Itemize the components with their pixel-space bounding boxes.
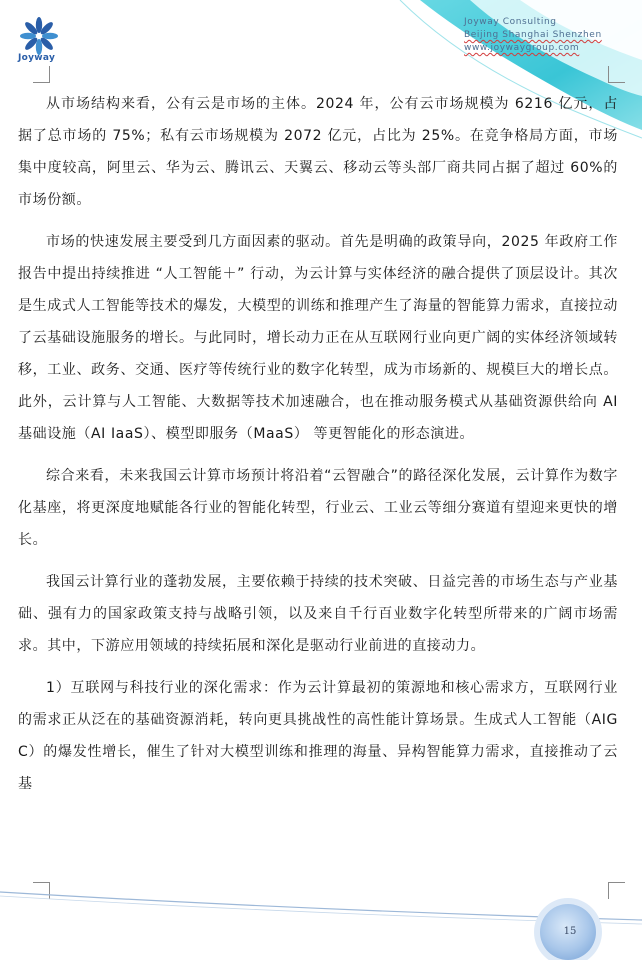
footer-decoration xyxy=(0,870,642,960)
paragraph-internet-demand: 1）互联网与科技行业的深化需求：作为云计算最初的策源地和核心需求方，互联网行业的需求正从泛在的基础资源消耗，转向更具挑战性的高性能计算场景。生成式人工智能（AIGC）的爆发性增长，催生了针对大模型训练和推理的海量、异构智能算力需求，直接推动了云基 xyxy=(18,680,618,792)
paragraph-development-factors: 我国云计算行业的蓬勃发展，主要依赖于持续的技术突破、日益完善的市场生态与产业基础、强有力的国家政策支持与战略引领，以及来自千行百业数字化转型所带来的广阔市场需求。其中，下游应用领域的持续拓展和深化是驱动行业前进的直接动力。 xyxy=(18,574,618,654)
company-info xyxy=(464,16,602,55)
company-name: Joyway Consulting xyxy=(464,17,557,27)
paragraph-market-drivers: 市场的快速发展主要受到几方面因素的驱动。首先是明确的政策导向，2025 年政府工作报告中提出持续推进 “人工智能＋” 行动，为云计算与实体经济的融合提供了顶层设计。其次是生成式人工智能等技术的爆发，大模型的训练和推理产生了海量的智能算力需求，直接拉动了云基础设施服务的增长。与此同时，增长动力正在从互联网行业向更广阔的实体经济领域转移，工业、政务、交通、医疗等传统行业的数字化转型，成为市场新的、规模巨大的增长点。此外，云计算与人工智能、大数据等技术加速融合，也在推动服务模式从基础资源供给向 AI 基础设施（AI IaaS）、模型即服务（MaaS） 等更智能化的形态演进。 xyxy=(18,234,618,442)
logo-text: Joyway xyxy=(18,53,56,63)
paragraph-outlook: 综合来看，未来我国云计算市场预计将沿着“云智融合”的路径深化发展，云计算作为数字化基座，将更深度地赋能各行业的智能化转型，行业云、工业云等细分赛道有望迎来更快的增长。 xyxy=(18,468,618,548)
company-website: www.joywaygroup.com xyxy=(464,43,580,53)
crop-mark-top-left xyxy=(33,66,50,83)
crop-mark-top-right xyxy=(608,66,625,83)
paragraph-market-structure: 从市场结构来看，公有云是市场的主体。2024 年，公有云市场规模为 6216 亿元，占据了总市场的 75%；私有云市场规模为 2072 亿元，占比为 25%。在竞争格局方面，市场集中度较高，阿里云、华为云、腾讯云、天翼云、移动云等头部厂商共同占据了超过 60%的市场份额。 xyxy=(18,96,618,208)
page-number: 15 xyxy=(563,926,577,937)
company-cities: Beijing Shanghai Shenzhen xyxy=(464,30,602,40)
body-text xyxy=(18,88,618,810)
